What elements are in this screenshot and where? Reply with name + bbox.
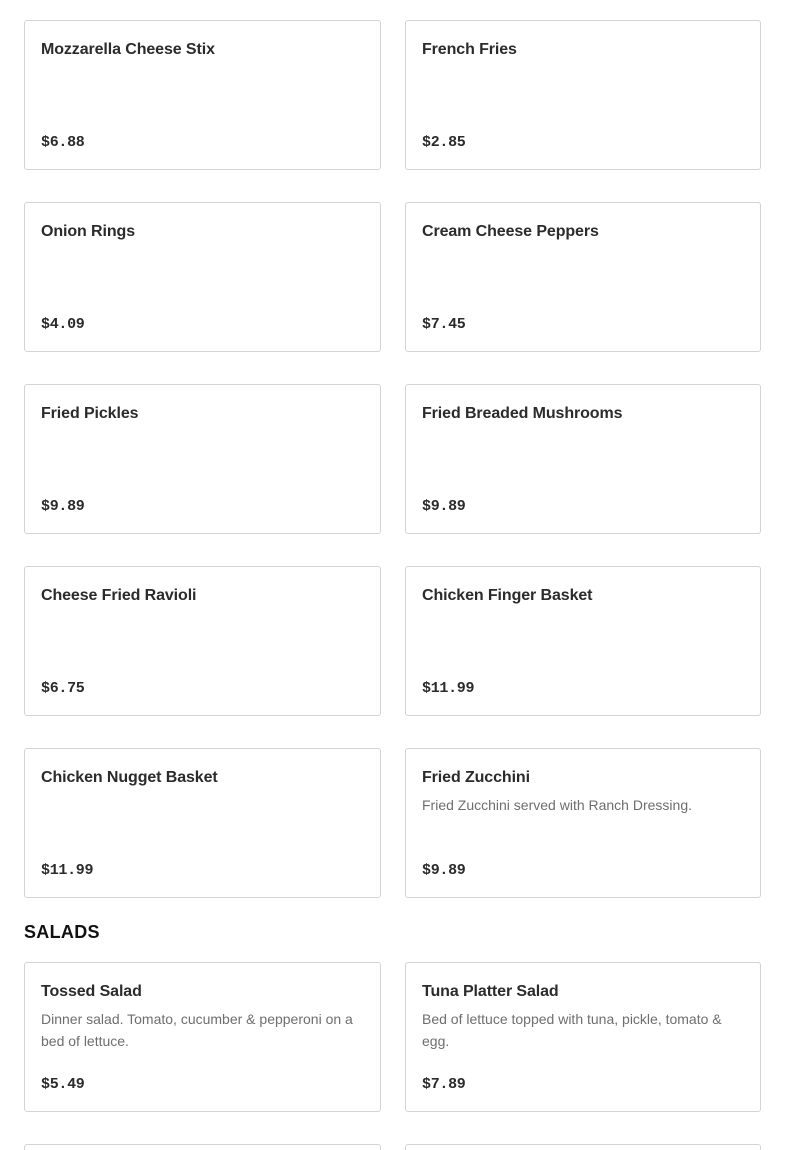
menu-item-price: $4.09 bbox=[41, 316, 85, 333]
menu-item-card[interactable] bbox=[24, 566, 381, 716]
menu-item-description: Bed of lettuce topped with tuna, pickle, tomato & egg. bbox=[422, 1011, 722, 1049]
menu-item-price: $7.89 bbox=[422, 1076, 466, 1093]
salads-grid bbox=[24, 962, 761, 1112]
menu-item-card[interactable] bbox=[24, 384, 381, 534]
menu-item-name: Tuna Platter Salad bbox=[422, 983, 559, 1000]
menu-item-description: Fried Zucchini served with Ranch Dressing. bbox=[422, 797, 692, 813]
menu-item-price: $11.99 bbox=[41, 862, 94, 879]
menu-item-price: $9.89 bbox=[422, 862, 466, 879]
menu-item-name: Cheese Fried Ravioli bbox=[41, 587, 197, 604]
menu-item-card[interactable] bbox=[24, 1144, 381, 1150]
menu-item-name: Fried Breaded Mushrooms bbox=[422, 405, 623, 422]
next-items-grid bbox=[24, 1144, 761, 1150]
menu-item-price: $7.45 bbox=[422, 316, 466, 333]
menu-item-name: Tossed Salad bbox=[41, 983, 142, 1000]
section-heading-salads: SALADS bbox=[24, 922, 100, 942]
menu-item-name: Fried Pickles bbox=[41, 405, 139, 422]
menu-item-card[interactable] bbox=[405, 1144, 761, 1150]
menu-item-price: $5.49 bbox=[41, 1076, 85, 1093]
menu-item-card[interactable] bbox=[405, 384, 761, 534]
menu-item-card[interactable] bbox=[405, 20, 761, 170]
menu-item-price: $9.89 bbox=[422, 498, 466, 515]
menu-item-name: Chicken Finger Basket bbox=[422, 587, 593, 604]
menu-item-price: $6.75 bbox=[41, 680, 85, 697]
menu-item-card[interactable] bbox=[405, 566, 761, 716]
menu-item-price: $6.88 bbox=[41, 134, 85, 151]
menu-item-card[interactable] bbox=[24, 748, 381, 898]
appetizers-grid bbox=[24, 20, 761, 898]
menu-item-card[interactable] bbox=[24, 962, 381, 1112]
menu-item-name: Mozzarella Cheese Stix bbox=[41, 41, 215, 58]
menu-item-name: French Fries bbox=[422, 41, 517, 58]
menu-item-card[interactable] bbox=[24, 20, 381, 170]
menu-item-description: Dinner salad. Tomato, cucumber & pepperoni on a bed of lettuce. bbox=[41, 1011, 353, 1049]
menu-item-price: $9.89 bbox=[41, 498, 85, 515]
menu-item-price: $2.85 bbox=[422, 134, 466, 151]
menu-item-card[interactable] bbox=[405, 202, 761, 352]
menu-item-price: $11.99 bbox=[422, 680, 475, 697]
menu-item-name: Cream Cheese Peppers bbox=[422, 223, 599, 240]
menu-item-name: Fried Zucchini bbox=[422, 769, 530, 786]
menu-item-name: Onion Rings bbox=[41, 223, 136, 240]
menu-item-card[interactable] bbox=[24, 202, 381, 352]
menu-item-name: Chicken Nugget Basket bbox=[41, 769, 218, 786]
menu-item-card[interactable] bbox=[405, 962, 761, 1112]
menu-item-card[interactable] bbox=[405, 748, 761, 898]
